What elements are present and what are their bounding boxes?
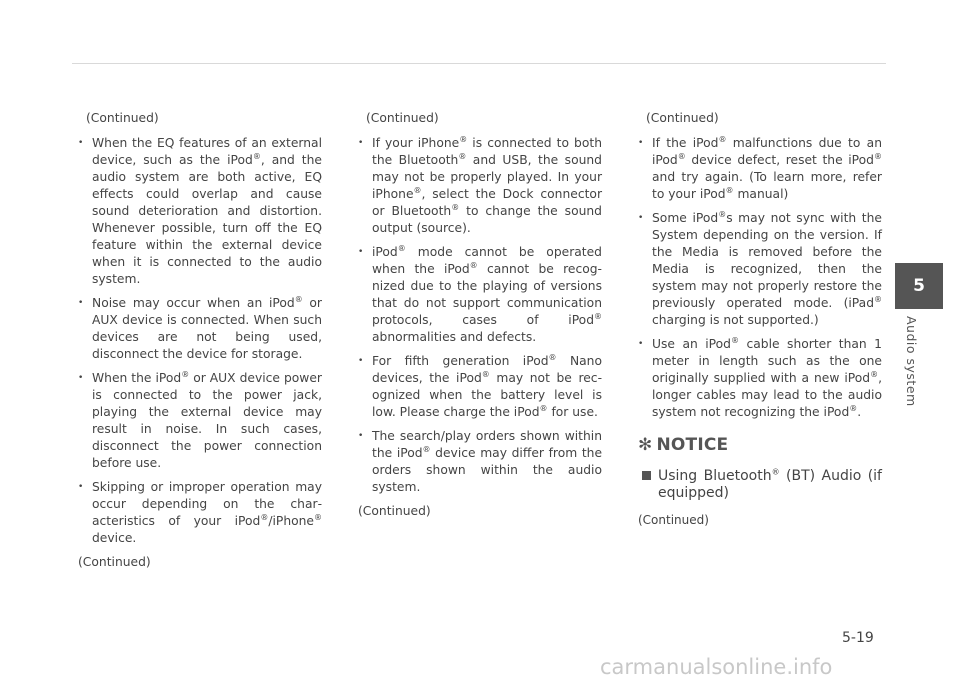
- bullet-list: [638, 135, 882, 421]
- list-item: • Skipping or improper operation may occur depending on the characteristics of your iPod®/iPhone® device.: [78, 479, 322, 547]
- notice-heading: [638, 437, 882, 454]
- list-item: • If the iPod® malfunctions due to an iPod® device defect, reset the iPod® and try again. (To learn more, refer to your iPod® manual): [638, 135, 882, 203]
- list-item: • iPod® mode cannot be operated when the iPod® cannot be recognized due to the playing of versions that do not support communication protocols, cases of iPod® abnormalities and defects.: [358, 244, 602, 346]
- column-2: [358, 110, 602, 520]
- list-item: • Use an iPod® cable shorter than 1 meter in length such as the one originally supplied with a new iPod®, longer cables may lead to the audio system not recognizing the iPod®.: [638, 336, 882, 421]
- column-1: [78, 110, 322, 571]
- chapter-label: Audio system: [904, 316, 919, 407]
- watermark: carmanualsonline.info: [600, 655, 833, 679]
- list-item: • Noise may occur when an iPod® or AUX device is connected. When such devices are not being used, disconnect the device for storage.: [78, 295, 322, 363]
- continued-label: (Continued): [86, 111, 159, 125]
- continued-label: (Continued): [638, 513, 709, 527]
- continued-label: (Continued): [646, 111, 719, 125]
- square-bullet-icon: [642, 471, 651, 480]
- continued-label: (Continued): [78, 555, 151, 569]
- chapter-tab: 5: [895, 263, 943, 309]
- section-subheading: [638, 468, 882, 502]
- notice-title: NOTICE: [656, 435, 729, 455]
- list-item: • Some iPod®s may not sync with the System depending on the version. If the Media is removed before the Media is recognized, then the system may not properly restore the previously operated mode. (iPad® charging is not supported.): [638, 210, 882, 329]
- bullet-list: [78, 135, 322, 547]
- list-item: • When the EQ features of an external device, such as the iPod®, and the audio system are both active, EQ effects could overlap and cause sound deterioration and distortion. Whenever possible, turn off the EQ feature within the external device when it is connected to the audio system.: [78, 135, 322, 288]
- list-item: • The search/play orders shown within the iPod® device may differ from the orders shown within the audio system.: [358, 428, 602, 496]
- continued-label: (Continued): [358, 504, 431, 518]
- page-number: 5-19: [842, 630, 874, 646]
- header-rule: [72, 63, 886, 64]
- list-item: • When the iPod® or AUX device power is connected to the power jack, playing the external device may result in noise. In such cases, disconnect the power connection before use.: [78, 370, 322, 472]
- continued-label: (Continued): [366, 111, 439, 125]
- list-item: • For fifth generation iPod® Nano devices, the iPod® may not be recognized when the battery level is low. Please charge the iPod® for use.: [358, 353, 602, 421]
- list-item: • If your iPhone® is connected to both the Bluetooth® and USB, the sound may not be properly played. In your iPhone®, select the Dock connector or Bluetooth® to change the sound output (source).: [358, 135, 602, 237]
- bullet-list: [358, 135, 602, 496]
- notice-star-icon: ✻: [638, 435, 653, 455]
- column-3: [638, 110, 882, 529]
- subheading-text: Using Bluetooth® (BT) Audio (if equipped): [658, 467, 882, 501]
